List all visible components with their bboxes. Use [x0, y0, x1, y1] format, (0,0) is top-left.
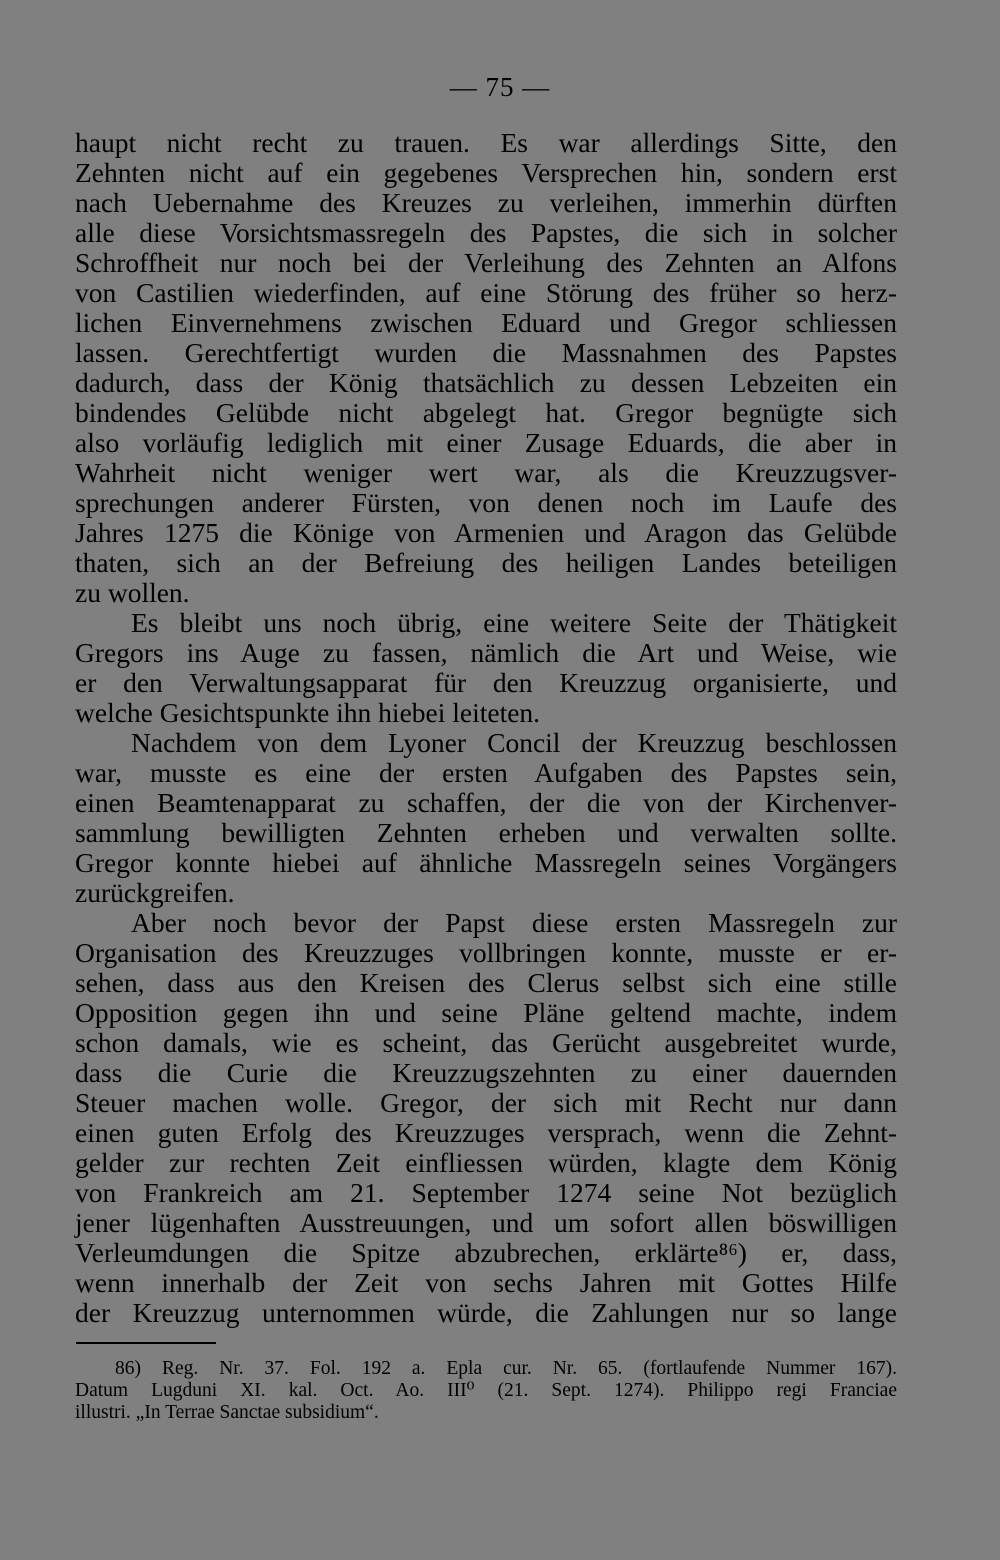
- text-line: Verleumdungen die Spitze abzubrechen, erklärte⁸⁶) er, dass,: [75, 1237, 897, 1268]
- footnotes: [75, 1358, 897, 1424]
- text-line: Jahres 1275 die Könige von Armenien und Aragon das Gelübde: [75, 517, 897, 548]
- text-line: haupt nicht recht zu trauen. Es war allerdings Sitte, den: [75, 127, 897, 158]
- text-line: dadurch, dass der König thatsächlich zu dessen Lebzeiten ein: [75, 367, 897, 398]
- text-line: alle diese Vorsichtsmassregeln des Papstes, die sich in solcher: [75, 217, 897, 248]
- text-line: er den Verwaltungsapparat für den Kreuzzug organisierte, und: [75, 667, 897, 698]
- text-line: Gregor konnte hiebei auf ähnliche Massregeln seines Vorgängers: [75, 847, 897, 878]
- text-line: von Frankreich am 21. September 1274 seine Not bezüglich: [75, 1177, 897, 1208]
- text-line: sammlung bewilligten Zehnten erheben und verwalten sollte.: [75, 817, 897, 848]
- text-line: zu wollen.: [75, 577, 190, 608]
- text-line: Zehnten nicht auf ein gegebenes Versprechen hin, sondern erst: [75, 157, 897, 188]
- text-line: gelder zur rechten Zeit einfliessen würden, klagte dem König: [75, 1147, 897, 1178]
- text-line: jener lügenhaften Ausstreuungen, und um sofort allen böswilligen: [75, 1207, 897, 1238]
- text-line: Gregors ins Auge zu fassen, nämlich die Art und Weise, wie: [75, 637, 897, 668]
- footnote-line: 86) Reg. Nr. 37. Fol. 192 a. Epla cur. Nr. 65. (fortlaufende Nummer 167).: [115, 1358, 897, 1379]
- text-line: einen guten Erfolg des Kreuzzuges versprach, wenn die Zehnt-: [75, 1117, 897, 1148]
- text-line: war, musste es eine der ersten Aufgaben des Papstes sein,: [75, 757, 897, 788]
- text-line: nach Uebernahme des Kreuzes zu verleihen, immerhin dürften: [75, 187, 897, 218]
- text-line: Es bleibt uns noch übrig, eine weitere Seite der Thätigkeit: [131, 607, 897, 638]
- text-line: sehen, dass aus den Kreisen des Clerus selbst sich eine stille: [75, 967, 897, 998]
- text-line: zurückgreifen.: [75, 877, 235, 908]
- footnote-line: illustri. „In Terrae Sanctae subsidium“.: [75, 1402, 379, 1423]
- text-line: sprechungen anderer Fürsten, von denen noch im Laufe des: [75, 487, 897, 518]
- text-line: Aber noch bevor der Papst diese ersten Massregeln zur: [131, 907, 897, 938]
- text-line: Steuer machen wolle. Gregor, der sich mit Recht nur dann: [75, 1087, 897, 1118]
- text-line: Organisation des Kreuzzuges vollbringen konnte, musste er er-: [75, 937, 897, 968]
- text-line: thaten, sich an der Befreiung des heiligen Landes beteiligen: [75, 547, 897, 578]
- text-line: dass die Curie die Kreuzzugszehnten zu einer dauernden: [75, 1057, 897, 1088]
- footnote-line: Datum Lugduni XI. kal. Oct. Ao. III⁰ (21. Sept. 1274). Philippo regi Franciae: [75, 1380, 897, 1401]
- page-number: — 75 —: [449, 72, 551, 102]
- text-line: bindendes Gelübde nicht abgelegt hat. Gregor begnügte sich: [75, 397, 897, 428]
- text-line: einen Beamtenapparat zu schaffen, der die von der Kirchenver-: [75, 787, 897, 818]
- text-line: Opposition gegen ihn und seine Pläne geltend machte, indem: [75, 997, 897, 1028]
- text-line: Wahrheit nicht weniger wert war, als die Kreuzzugsver-: [75, 457, 897, 488]
- body-text: [75, 128, 897, 1328]
- text-line: welche Gesichtspunkte ihn hiebei leiteten.: [75, 697, 541, 728]
- footnote-rule: [76, 1342, 216, 1344]
- text-line: Schroffheit nur noch bei der Verleihung des Zehnten an Alfons: [75, 247, 897, 278]
- text-line: also vorläufig lediglich mit einer Zusage Eduards, die aber in: [75, 427, 897, 458]
- text-line: wenn innerhalb der Zeit von sechs Jahren mit Gottes Hilfe: [75, 1267, 897, 1298]
- text-line: schon damals, wie es scheint, das Gerücht ausgebreitet wurde,: [75, 1027, 897, 1058]
- text-line: lichen Einvernehmens zwischen Eduard und Gregor schliessen: [75, 307, 897, 338]
- text-line: der Kreuzzug unternommen würde, die Zahlungen nur so lange: [75, 1297, 897, 1328]
- text-line: von Castilien wiederfinden, auf eine Störung des früher so herz-: [75, 277, 897, 308]
- text-line: lassen. Gerechtfertigt wurden die Massnahmen des Papstes: [75, 337, 897, 368]
- text-line: Nachdem von dem Lyoner Concil der Kreuzzug beschlossen: [131, 727, 897, 758]
